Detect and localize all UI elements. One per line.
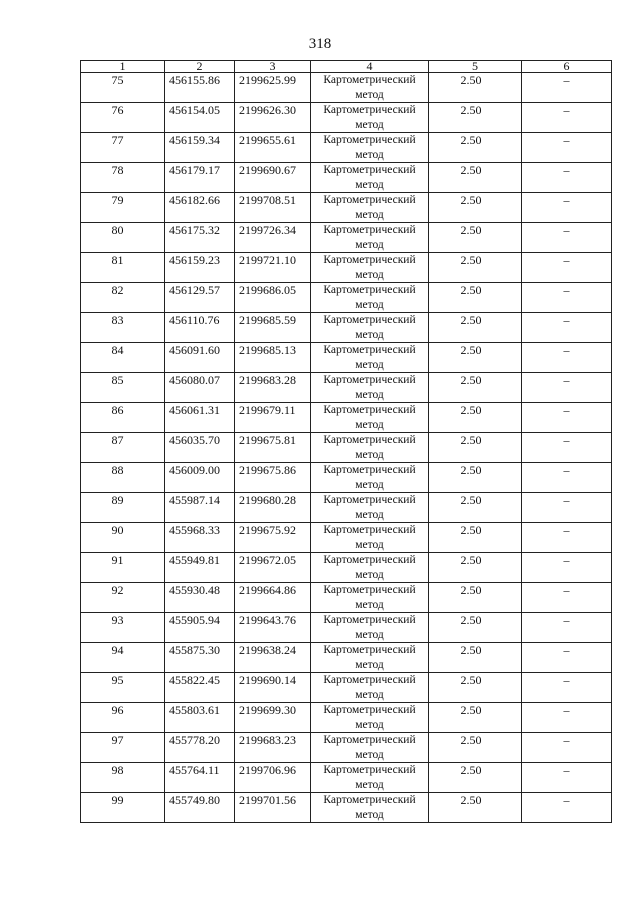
table-row — [81, 343, 612, 373]
method-cell: Картометрический метод — [311, 403, 429, 433]
accuracy-cell: 2.50 — [429, 763, 522, 793]
note-cell: – — [522, 673, 612, 703]
accuracy-cell: 2.50 — [429, 553, 522, 583]
x-coordinate-cell: 455930.48 — [165, 583, 235, 613]
method-cell: Картометрический метод — [311, 553, 429, 583]
accuracy-cell: 2.50 — [429, 313, 522, 343]
table-row — [81, 103, 612, 133]
x-coordinate-cell: 455803.61 — [165, 703, 235, 733]
y-coordinate-cell: 2199685.59 — [235, 313, 311, 343]
note-cell: – — [522, 73, 612, 103]
x-coordinate-cell: 455968.33 — [165, 523, 235, 553]
x-coordinate-cell: 456182.66 — [165, 193, 235, 223]
x-coordinate-cell: 456080.07 — [165, 373, 235, 403]
note-cell: – — [522, 403, 612, 433]
method-cell: Картометрический метод — [311, 493, 429, 523]
table-row — [81, 463, 612, 493]
x-coordinate-cell: 456091.60 — [165, 343, 235, 373]
y-coordinate-cell: 2199708.51 — [235, 193, 311, 223]
y-coordinate-cell: 2199675.92 — [235, 523, 311, 553]
note-cell: – — [522, 103, 612, 133]
y-coordinate-cell: 2199680.28 — [235, 493, 311, 523]
note-cell: – — [522, 733, 612, 763]
method-cell: Картометрический метод — [311, 463, 429, 493]
y-coordinate-cell: 2199685.13 — [235, 343, 311, 373]
accuracy-cell: 2.50 — [429, 463, 522, 493]
method-cell: Картометрический метод — [311, 673, 429, 703]
table-row — [81, 643, 612, 673]
note-cell: – — [522, 193, 612, 223]
accuracy-cell: 2.50 — [429, 673, 522, 703]
y-coordinate-cell: 2199690.14 — [235, 673, 311, 703]
method-cell: Картометрический метод — [311, 253, 429, 283]
point-number-cell: 99 — [81, 793, 165, 823]
point-number-cell: 77 — [81, 133, 165, 163]
accuracy-cell: 2.50 — [429, 343, 522, 373]
note-cell: – — [522, 373, 612, 403]
table-row — [81, 673, 612, 703]
point-number-cell: 92 — [81, 583, 165, 613]
accuracy-cell: 2.50 — [429, 133, 522, 163]
point-number-cell: 84 — [81, 343, 165, 373]
method-cell: Картометрический метод — [311, 313, 429, 343]
table-row — [81, 583, 612, 613]
note-cell: – — [522, 523, 612, 553]
note-cell: – — [522, 313, 612, 343]
y-coordinate-cell: 2199721.10 — [235, 253, 311, 283]
x-coordinate-cell: 456159.34 — [165, 133, 235, 163]
method-cell: Картометрический метод — [311, 703, 429, 733]
column-header-2: 2 — [165, 61, 235, 73]
method-cell: Картометрический метод — [311, 283, 429, 313]
column-header-5: 5 — [429, 61, 522, 73]
y-coordinate-cell: 2199626.30 — [235, 103, 311, 133]
y-coordinate-cell: 2199699.30 — [235, 703, 311, 733]
table-row — [81, 133, 612, 163]
y-coordinate-cell: 2199683.28 — [235, 373, 311, 403]
x-coordinate-cell: 455875.30 — [165, 643, 235, 673]
table-row — [81, 403, 612, 433]
point-number-cell: 79 — [81, 193, 165, 223]
table-row — [81, 73, 612, 103]
note-cell: – — [522, 583, 612, 613]
table-row — [81, 613, 612, 643]
accuracy-cell: 2.50 — [429, 523, 522, 553]
note-cell: – — [522, 163, 612, 193]
accuracy-cell: 2.50 — [429, 493, 522, 523]
point-number-cell: 88 — [81, 463, 165, 493]
point-number-cell: 83 — [81, 313, 165, 343]
point-number-cell: 97 — [81, 733, 165, 763]
accuracy-cell: 2.50 — [429, 613, 522, 643]
accuracy-cell: 2.50 — [429, 403, 522, 433]
y-coordinate-cell: 2199706.96 — [235, 763, 311, 793]
method-cell: Картометрический метод — [311, 763, 429, 793]
method-cell: Картометрический метод — [311, 523, 429, 553]
x-coordinate-cell: 456110.76 — [165, 313, 235, 343]
y-coordinate-cell: 2199672.05 — [235, 553, 311, 583]
method-cell: Картометрический метод — [311, 373, 429, 403]
method-cell: Картометрический метод — [311, 163, 429, 193]
y-coordinate-cell: 2199625.99 — [235, 73, 311, 103]
accuracy-cell: 2.50 — [429, 103, 522, 133]
y-coordinate-cell: 2199638.24 — [235, 643, 311, 673]
accuracy-cell: 2.50 — [429, 223, 522, 253]
y-coordinate-cell: 2199726.34 — [235, 223, 311, 253]
x-coordinate-cell: 455987.14 — [165, 493, 235, 523]
table-row — [81, 763, 612, 793]
y-coordinate-cell: 2199686.05 — [235, 283, 311, 313]
point-number-cell: 90 — [81, 523, 165, 553]
accuracy-cell: 2.50 — [429, 793, 522, 823]
table-row — [81, 493, 612, 523]
column-header-6: 6 — [522, 61, 612, 73]
column-header-4: 4 — [311, 61, 429, 73]
point-number-cell: 89 — [81, 493, 165, 523]
accuracy-cell: 2.50 — [429, 163, 522, 193]
accuracy-cell: 2.50 — [429, 73, 522, 103]
note-cell: – — [522, 763, 612, 793]
method-cell: Картометрический метод — [311, 643, 429, 673]
table-row — [81, 793, 612, 823]
y-coordinate-cell: 2199664.86 — [235, 583, 311, 613]
method-cell: Картометрический метод — [311, 103, 429, 133]
accuracy-cell: 2.50 — [429, 253, 522, 283]
accuracy-cell: 2.50 — [429, 733, 522, 763]
point-number-cell: 75 — [81, 73, 165, 103]
point-number-cell: 80 — [81, 223, 165, 253]
x-coordinate-cell: 456035.70 — [165, 433, 235, 463]
point-number-cell: 87 — [81, 433, 165, 463]
accuracy-cell: 2.50 — [429, 703, 522, 733]
table-row — [81, 703, 612, 733]
note-cell: – — [522, 433, 612, 463]
coordinates-table — [80, 60, 612, 823]
method-cell: Картометрический метод — [311, 583, 429, 613]
y-coordinate-cell: 2199675.81 — [235, 433, 311, 463]
note-cell: – — [522, 793, 612, 823]
header-row — [81, 61, 612, 73]
point-number-cell: 85 — [81, 373, 165, 403]
method-cell: Картометрический метод — [311, 433, 429, 463]
point-number-cell: 91 — [81, 553, 165, 583]
note-cell: – — [522, 493, 612, 523]
y-coordinate-cell: 2199655.61 — [235, 133, 311, 163]
method-cell: Картометрический метод — [311, 193, 429, 223]
method-cell: Картометрический метод — [311, 613, 429, 643]
note-cell: – — [522, 703, 612, 733]
y-coordinate-cell: 2199701.56 — [235, 793, 311, 823]
x-coordinate-cell: 456061.31 — [165, 403, 235, 433]
x-coordinate-cell: 456129.57 — [165, 283, 235, 313]
table-row — [81, 733, 612, 763]
table-row — [81, 373, 612, 403]
x-coordinate-cell: 456175.32 — [165, 223, 235, 253]
point-number-cell: 94 — [81, 643, 165, 673]
note-cell: – — [522, 223, 612, 253]
y-coordinate-cell: 2199675.86 — [235, 463, 311, 493]
page-number: 318 — [308, 36, 332, 52]
x-coordinate-cell: 455778.20 — [165, 733, 235, 763]
accuracy-cell: 2.50 — [429, 193, 522, 223]
method-cell: Картометрический метод — [311, 343, 429, 373]
accuracy-cell: 2.50 — [429, 373, 522, 403]
method-cell: Картометрический метод — [311, 73, 429, 103]
point-number-cell: 96 — [81, 703, 165, 733]
method-cell: Картометрический метод — [311, 793, 429, 823]
note-cell: – — [522, 613, 612, 643]
accuracy-cell: 2.50 — [429, 433, 522, 463]
method-cell: Картометрический метод — [311, 733, 429, 763]
column-header-1: 1 — [81, 61, 165, 73]
note-cell: – — [522, 283, 612, 313]
accuracy-cell: 2.50 — [429, 583, 522, 613]
x-coordinate-cell: 456179.17 — [165, 163, 235, 193]
y-coordinate-cell: 2199683.23 — [235, 733, 311, 763]
y-coordinate-cell: 2199679.11 — [235, 403, 311, 433]
x-coordinate-cell: 456009.00 — [165, 463, 235, 493]
method-cell: Картометрический метод — [311, 223, 429, 253]
note-cell: – — [522, 463, 612, 493]
x-coordinate-cell: 455822.45 — [165, 673, 235, 703]
note-cell: – — [522, 343, 612, 373]
accuracy-cell: 2.50 — [429, 643, 522, 673]
point-number-cell: 76 — [81, 103, 165, 133]
note-cell: – — [522, 253, 612, 283]
table-row — [81, 193, 612, 223]
note-cell: – — [522, 133, 612, 163]
table-row — [81, 313, 612, 343]
point-number-cell: 98 — [81, 763, 165, 793]
y-coordinate-cell: 2199643.76 — [235, 613, 311, 643]
table-row — [81, 523, 612, 553]
x-coordinate-cell: 455949.81 — [165, 553, 235, 583]
x-coordinate-cell: 455749.80 — [165, 793, 235, 823]
note-cell: – — [522, 553, 612, 583]
method-cell: Картометрический метод — [311, 133, 429, 163]
point-number-cell: 95 — [81, 673, 165, 703]
table-row — [81, 253, 612, 283]
table-row — [81, 223, 612, 253]
x-coordinate-cell: 455764.11 — [165, 763, 235, 793]
point-number-cell: 81 — [81, 253, 165, 283]
point-number-cell: 78 — [81, 163, 165, 193]
point-number-cell: 86 — [81, 403, 165, 433]
x-coordinate-cell: 456154.05 — [165, 103, 235, 133]
table-row — [81, 433, 612, 463]
table-row — [81, 553, 612, 583]
table-row — [81, 163, 612, 193]
x-coordinate-cell: 455905.94 — [165, 613, 235, 643]
x-coordinate-cell: 456155.86 — [165, 73, 235, 103]
y-coordinate-cell: 2199690.67 — [235, 163, 311, 193]
note-cell: – — [522, 643, 612, 673]
accuracy-cell: 2.50 — [429, 283, 522, 313]
column-header-3: 3 — [235, 61, 311, 73]
table-row — [81, 283, 612, 313]
point-number-cell: 93 — [81, 613, 165, 643]
point-number-cell: 82 — [81, 283, 165, 313]
x-coordinate-cell: 456159.23 — [165, 253, 235, 283]
